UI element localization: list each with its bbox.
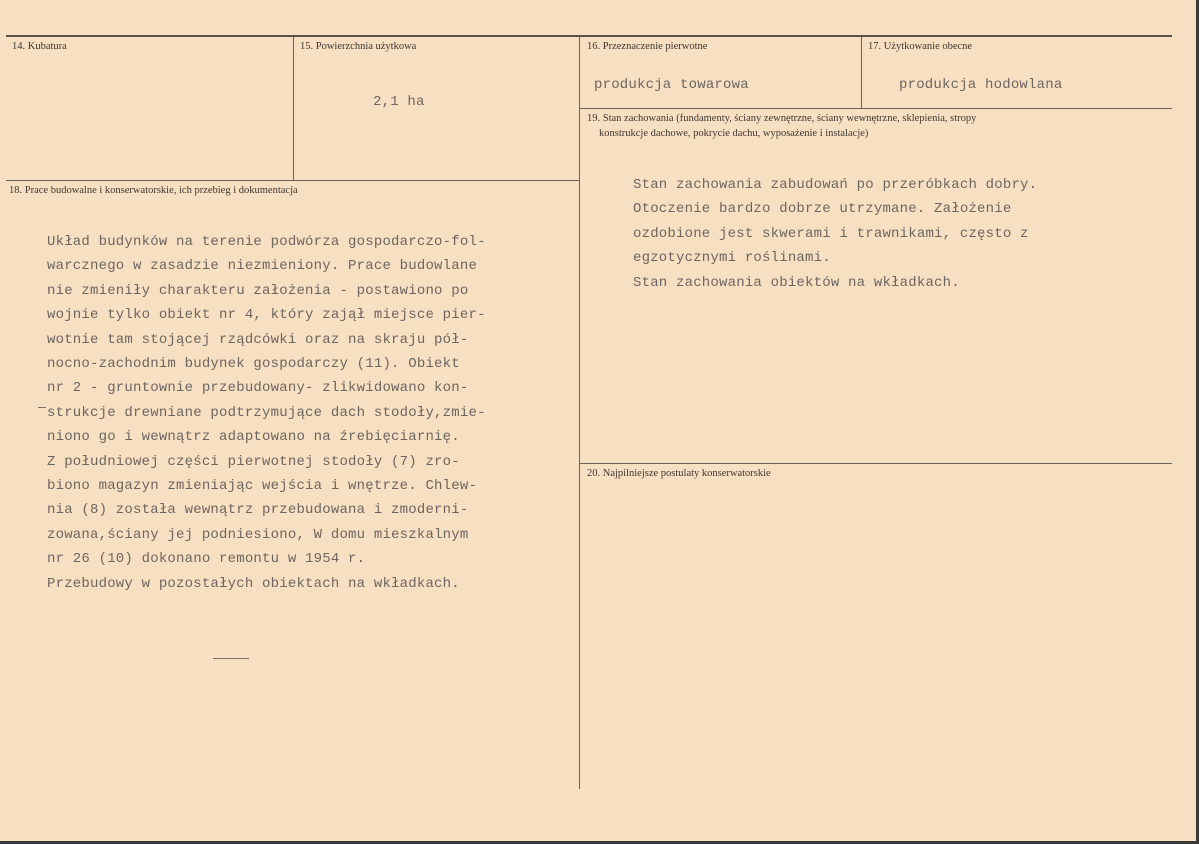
field-17-label: 17. Użytkowanie obecne	[868, 41, 973, 52]
field-18-line: wotnie tam stojącej rządcówki oraz na skraju pół-	[47, 331, 469, 348]
divider-19-20	[580, 463, 1172, 464]
field-18-line: biono magazyn zmieniając wejścia i wnętrze. Chlew-	[47, 478, 478, 495]
field-18-line: Układ budynków na terenie podwórza gospodarczo-fol-	[47, 234, 486, 250]
field-18-line: niono go i wewnątrz adaptowano na źrebięciarnię.	[47, 429, 460, 446]
margin-tick-mark	[38, 407, 46, 408]
field-20-label: 20. Najpilniejsze postulaty konserwatorskie	[587, 468, 771, 479]
field-18-label: 18. Prace budowalne i konserwatorskie, ich przebieg i dokumentacja	[9, 185, 298, 196]
field-16-value: produkcja towarowa	[594, 77, 749, 93]
divider-top-18	[6, 180, 579, 181]
field-19-text	[633, 173, 1037, 295]
field-18-line: warcznego w zasadzie niezmieniony. Prace budowlane	[47, 258, 478, 275]
field-19-line: Otoczenie bardzo dobrze utrzymane. Założenie	[633, 201, 1012, 218]
field-19-line: ozdobione jest skwerami i trawnikami, często z	[633, 225, 1029, 242]
divider-16-17	[861, 37, 862, 109]
field-16-label: 16. Przeznaczenie pierwotne	[587, 41, 708, 52]
field-18-line: strukcje drewniane podtrzymujące dach stodoły,zmie-	[47, 404, 486, 421]
field-18-line: nia (8) została wewnątrz przebudowana i zmoderni-	[47, 502, 469, 519]
divider-16-19	[580, 108, 1172, 109]
field-18-line: Z południowej części pierwotnej stodoły (7) zro-	[47, 453, 460, 470]
field-18-line: wojnie tylko obiekt nr 4, który zajął miejsce pier-	[47, 307, 486, 324]
field-18-text	[47, 230, 486, 596]
field-18-line: nr 26 (10) dokonano remontu w 1954 r.	[47, 551, 366, 568]
field-18-line: nr 2 - gruntownie przebudowany- zlikwidowano kon-	[47, 380, 469, 397]
field-18-line: zowana,ściany jej podniesiono, W domu mieszkalnym	[47, 526, 469, 543]
field-19-label-line2: konstrukcje dachowe, pokrycie dachu, wyposażenie i instalacje)	[599, 128, 869, 139]
field-19-line: Stan zachowania obiektów na wkładkach.	[633, 274, 960, 291]
field-14-label: 14. Kubatura	[12, 41, 67, 52]
field-18-line: nie zmieniły charakteru założenia - postawiono po	[47, 282, 469, 299]
end-dash-mark	[213, 658, 249, 659]
field-19-line: Stan zachowania zabudowań po przeróbkach dobry.	[633, 177, 1038, 193]
divider-14-15	[293, 37, 294, 180]
top-border	[6, 35, 1172, 37]
field-15-label: 15. Powierzchnia użytkowa	[300, 41, 417, 52]
field-18-line: Przebudowy w pozostałych obiektach na wkładkach.	[47, 575, 460, 592]
center-divider	[579, 37, 580, 789]
field-19-line: egzotycznymi roślinami.	[633, 250, 831, 267]
field-19-label-line1: 19. Stan zachowania (fundamenty, ściany zewnętrzne, ściany wewnętrzne, sklepienia, stropy	[587, 113, 977, 124]
field-15-value: 2,1 ha	[373, 94, 425, 110]
field-18-line: nocno-zachodnim budynek gospodarczy (11). Obiekt	[47, 356, 460, 373]
field-17-value: produkcja hodowlana	[899, 77, 1063, 93]
